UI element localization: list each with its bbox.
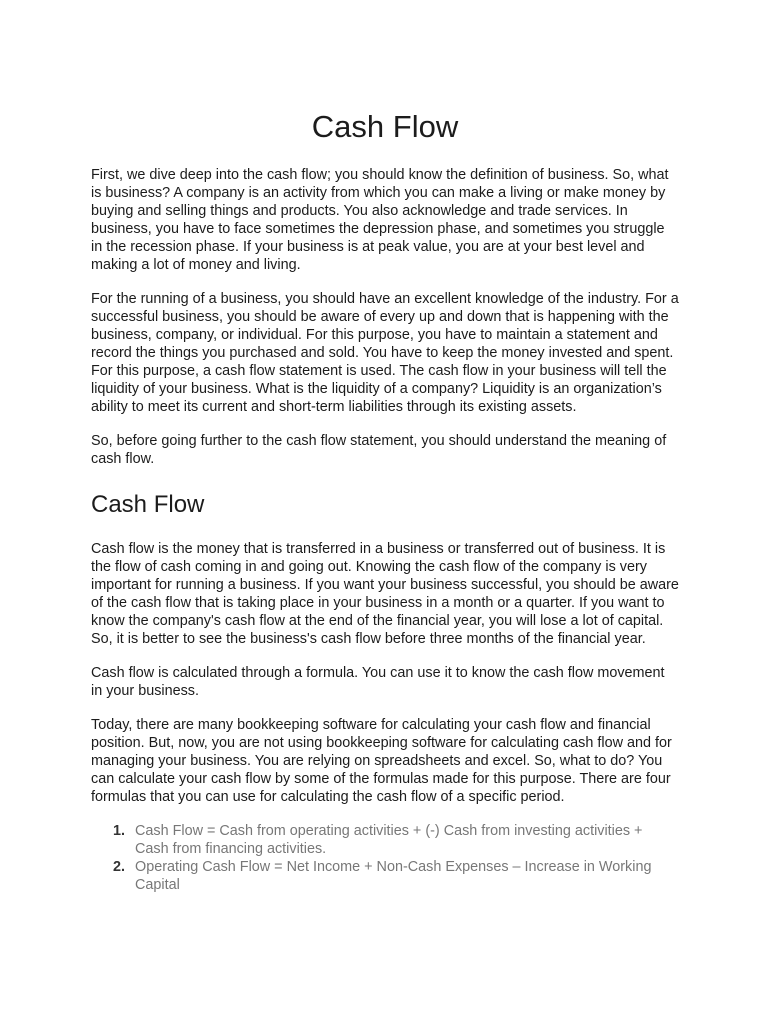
- formula-number: 2.: [113, 859, 126, 875]
- formula-number: 1.: [113, 823, 126, 839]
- section-paragraph-3: Today, there are many bookkeeping software for calculating your cash flow and financial position. But, now, you are not using bookkeeping software for calculating cash flow and for managing your business. You are relying on spreadsheets and excel. So, what to do? You can calculate your cash flow by some of the formulas made for this purpose. There are four formulas that you can use for calculating the cash flow of a specific period.: [91, 717, 672, 805]
- formula-text: Cash Flow = Cash from operating activities + (-) Cash from investing activities + Cash from financing activities.: [135, 823, 643, 857]
- intro-paragraph-1: First, we dive deep into the cash flow; you should know the definition of business. So, what is business? A company is an activity from which you can make a living or make money by buying and selling things and products. You also acknowledge and trade services. In business, you have to face sometimes the depression phase, and sometimes you struggle in the recession phase. If your business is at peak value, you are at your best level and making a lot of money and living.: [91, 167, 669, 273]
- formula-text: Operating Cash Flow = Net Income + Non-Cash Expenses – Increase in Working Capital: [135, 859, 652, 893]
- formula-item-2: [113, 858, 679, 894]
- section-heading: Cash Flow: [91, 491, 205, 518]
- intro-paragraph-2: For the running of a business, you should have an excellent knowledge of the industry. For a successful business, you should be aware of every up and down that is happening with the business, company, or individual. For this purpose, you have to maintain a statement and record the things you purchased and sold. You have to keep the money invested and spent. For this purpose, a cash flow statement is used. The cash flow in your business will tell the liquidity of your business. What is the liquidity of a company? Liquidity is an organization’s ability to meet its current and short-term liabilities through its existing assets.: [91, 291, 679, 415]
- document-title: Cash Flow: [311, 109, 459, 144]
- section-paragraph-1: Cash flow is the money that is transferred in a business or transferred out of business. It is the flow of cash coming in and going out. Knowing the cash flow of the company is very important for running a business. If you want your business successful, you should be aware of the cash flow that is taking place in your business in a month or a quarter. If you want to know the company's cash flow at the end of the financial year, you will lose a lot of capital. So, it is better to see the business's cash flow before three months of the financial year.: [91, 541, 679, 647]
- formula-list: [91, 822, 679, 894]
- formula-item-1: [113, 822, 679, 858]
- intro-paragraph-3: So, before going further to the cash flow statement, you should understand the meaning of cash flow.: [91, 433, 667, 467]
- section-paragraph-2: Cash flow is calculated through a formula. You can use it to know the cash flow movement in your business.: [91, 665, 665, 699]
- document-page: [91, 108, 679, 894]
